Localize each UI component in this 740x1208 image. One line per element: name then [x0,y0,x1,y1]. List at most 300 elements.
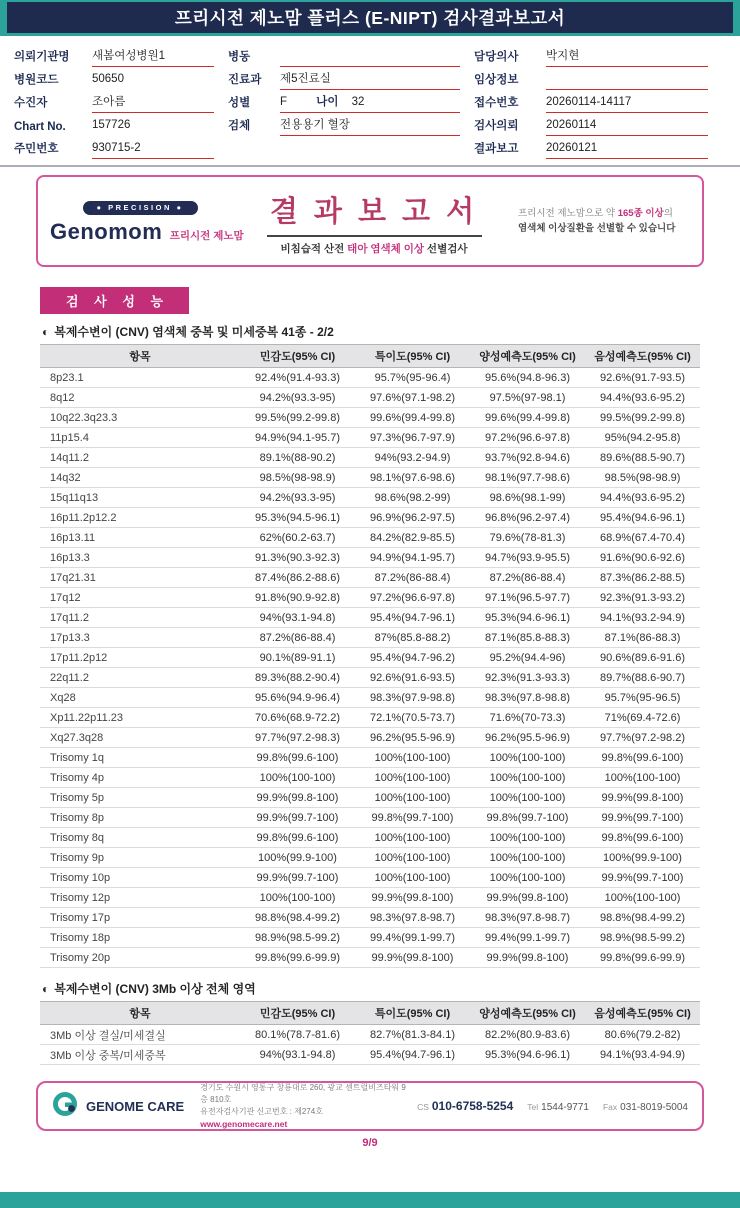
info-label: 검체 [228,120,251,132]
column-header: 항목 [40,1002,240,1025]
cell-npv: 97.7%(97.2-98.2) [585,728,700,748]
cell-ppv: 100%(100-100) [470,868,585,888]
result-report-box [36,175,704,267]
cell-ppv: 100%(100-100) [470,848,585,868]
info-label: 수진자 [14,97,48,109]
cell-sensitivity: 100%(100-100) [240,888,355,908]
cell-specificity: 96.9%(96.2-97.5) [355,508,470,528]
cell-sensitivity: 94.2%(93.3-95) [240,388,355,408]
cell-specificity: 97.3%(96.7-97.9) [355,428,470,448]
cell-specificity: 95.4%(94.7-96.1) [355,608,470,628]
table-row [40,828,700,848]
cell-sensitivity: 89.1%(88-90.2) [240,448,355,468]
cell-region: Trisomy 5p [40,788,240,808]
cell-npv: 99.8%(99.6-100) [585,748,700,768]
info-label: 검사의뢰 [474,120,519,132]
info-value: 제5진료실 [280,70,460,90]
cell-sensitivity: 99.9%(99.7-100) [240,808,355,828]
cell-ppv: 82.2%(80.9-83.6) [470,1025,585,1045]
footer-address-block [200,1082,409,1131]
cell-specificity: 97.2%(96.6-97.8) [355,588,470,608]
patient-info-right-column [474,44,740,159]
column-header: 양성예측도(95% CI) [470,345,585,368]
table-row [40,908,700,928]
cell-npv: 95%(94.2-95.8) [585,428,700,448]
cnv-performance-table [40,344,700,968]
cell-ppv: 98.6%(98.1-99) [470,488,585,508]
column-header: 특이도(95% CI) [355,1002,470,1025]
cell-npv: 99.5%(99.2-99.8) [585,408,700,428]
info-label: 병동 [228,51,251,63]
info-label: 담당의사 [474,51,519,63]
cell-sensitivity: 87.4%(86.2-88.6) [240,568,355,588]
cell-sensitivity: 98.9%(98.5-99.2) [240,928,355,948]
cs-label: CS [417,1102,429,1112]
column-header: 음성예측도(95% CI) [585,345,700,368]
region-table-body [40,1025,700,1065]
table-row [40,548,700,568]
info-row-ward [228,44,474,67]
info-row-specimen [228,113,474,136]
cell-npv: 71%(69.4-72.6) [585,708,700,728]
cell-region: 11p15.4 [40,428,240,448]
info-value [280,93,460,113]
table-row [40,628,700,648]
cell-ppv: 97.2%(96.6-97.8) [470,428,585,448]
cell-region: Xq27.3q28 [40,728,240,748]
brand-row [50,219,244,245]
genomom-wordmark: Genomom [50,219,163,244]
info-row-patient-name [14,90,228,113]
cell-specificity: 95.7%(95-96.4) [355,368,470,388]
cell-sensitivity: 99.5%(99.2-99.8) [240,408,355,428]
cell-region: Trisomy 9p [40,848,240,868]
cell-ppv: 71.6%(70-73.3) [470,708,585,728]
cell-region: 17p13.3 [40,628,240,648]
cell-region: Xp11.22p11.23 [40,708,240,728]
info-value: 20260114 [546,119,708,136]
cell-sensitivity: 99.8%(99.6-100) [240,828,355,848]
tel-label: Tel [527,1102,539,1112]
report-box-tagline [518,206,690,236]
subtitle-post: 선별검사 [424,242,468,255]
cell-ppv: 95.3%(94.6-96.1) [470,608,585,628]
cell-ppv: 99.6%(99.4-99.8) [470,408,585,428]
info-value: 157726 [92,119,131,131]
table-row [40,748,700,768]
cnv-table-subtitle [42,323,740,340]
cell-specificity: 95.4%(94.7-96.2) [355,648,470,668]
cell-ppv: 100%(100-100) [470,768,585,788]
column-header: 항목 [40,345,240,368]
cell-npv: 100%(100-100) [585,768,700,788]
cell-sensitivity: 94%(93.1-94.8) [240,1045,355,1065]
info-value: 새봄여성병원1 [92,47,214,67]
cell-specificity: 87.2%(86-88.4) [355,568,470,588]
tel-contact [527,1097,589,1115]
cell-ppv: 87.2%(86-88.4) [470,568,585,588]
region-table-subtitle [42,980,740,997]
cell-sensitivity: 98.5%(98-98.9) [240,468,355,488]
cell-ppv: 79.6%(78-81.3) [470,528,585,548]
info-row-receipt-no [474,90,722,113]
table-row [40,728,700,748]
cell-specificity: 100%(100-100) [355,868,470,888]
cell-sensitivity: 87.2%(86-88.4) [240,628,355,648]
cell-npv: 68.9%(67.4-70.4) [585,528,700,548]
cell-region: 17q21.31 [40,568,240,588]
cell-ppv: 95.6%(94.8-96.3) [470,368,585,388]
region-table-header-row [40,1002,700,1025]
patient-info-left-column [14,44,228,159]
cell-specificity: 94.9%(94.1-95.7) [355,548,470,568]
cell-sensitivity: 90.1%(89-91.1) [240,648,355,668]
cell-npv: 100%(100-100) [585,888,700,908]
cell-region: Trisomy 8q [40,828,240,848]
cell-ppv: 95.3%(94.6-96.1) [470,1045,585,1065]
cell-sensitivity: 98.8%(98.4-99.2) [240,908,355,928]
report-title-bar [7,2,733,33]
table-row [40,468,700,488]
cell-region: 22q11.2 [40,668,240,688]
info-row-request-date [474,113,722,136]
info-label: 의뢰기관명 [14,51,70,63]
cell-specificity: 82.7%(81.3-84.1) [355,1025,470,1045]
cell-sensitivity: 99.9%(99.8-100) [240,788,355,808]
info-value: 조아름 [92,93,214,113]
genomom-logo-block [50,197,244,245]
cell-npv: 99.9%(99.7-100) [585,808,700,828]
info-row-hospital-name [14,44,228,67]
cell-region: 16p13.3 [40,548,240,568]
cell-specificity: 99.4%(99.1-99.7) [355,928,470,948]
cell-specificity: 98.3%(97.9-98.8) [355,688,470,708]
cell-sensitivity: 91.3%(90.3-92.3) [240,548,355,568]
table-row [40,948,700,968]
cs-number: 010-6758-5254 [431,1099,514,1113]
cell-specificity: 96.2%(95.5-96.9) [355,728,470,748]
info-row-sex-age [228,90,474,113]
cell-specificity: 84.2%(82.9-85.5) [355,528,470,548]
info-label: 접수번호 [474,97,519,109]
table-row [40,388,700,408]
cell-specificity: 92.6%(91.6-93.5) [355,668,470,688]
cnv-table-header-row [40,345,700,368]
cell-sensitivity: 94.9%(94.1-95.7) [240,428,355,448]
region-subtitle-text: 복제수변이 (CNV) 3Mb 이상 전체 영역 [54,982,256,996]
cell-ppv: 98.1%(97.7-98.6) [470,468,585,488]
tagline-pre: 프리시전 제노맘으로 약 [518,207,618,219]
cell-sensitivity: 80.1%(78.7-81.6) [240,1025,355,1045]
tel-number: 1544-9771 [541,1102,589,1113]
sex-value: F [280,96,288,108]
info-value: 전용용기 혈장 [280,116,460,136]
footer-contacts [417,1097,688,1115]
table-row [40,888,700,908]
info-row-hospital-code [14,67,228,90]
cell-region: 10q22.3q23.3 [40,408,240,428]
half-circle-bullet-icon: ◐ [42,982,50,996]
cell-region: Trisomy 17p [40,908,240,928]
cell-specificity: 98.1%(97.6-98.6) [355,468,470,488]
cs-contact [417,1097,513,1115]
cell-sensitivity: 89.3%(88.2-90.4) [240,668,355,688]
cell-ppv: 96.2%(95.5-96.9) [470,728,585,748]
cell-region: Trisomy 12p [40,888,240,908]
table-row [40,708,700,728]
table-row [40,848,700,868]
cell-npv: 94.4%(93.6-95.2) [585,388,700,408]
cell-region: 8p23.1 [40,368,240,388]
cell-region: 17q12 [40,588,240,608]
cell-region: Trisomy 8p [40,808,240,828]
cell-specificity: 87%(85.8-88.2) [355,628,470,648]
info-label: 진료과 [228,74,262,86]
cell-specificity: 98.6%(98.2-99) [355,488,470,508]
cell-specificity: 99.9%(99.8-100) [355,948,470,968]
age-value: 32 [351,96,365,108]
report-title: 프리시전 제노맘 플러스 (E-NIPT) 검사결과보고서 [174,8,566,28]
info-row-resident-no [14,136,228,159]
tagline-post: 의 [663,207,673,219]
table-row [40,868,700,888]
column-header: 양성예측도(95% CI) [470,1002,585,1025]
cell-sensitivity: 97.7%(97.2-98.3) [240,728,355,748]
cell-ppv: 92.3%(91.3-93.3) [470,668,585,688]
cell-npv: 99.9%(99.7-100) [585,868,700,888]
column-header: 민감도(95% CI) [240,345,355,368]
info-value: 20260114-14117 [546,96,708,113]
cell-npv: 95.7%(95-96.5) [585,688,700,708]
cell-ppv: 100%(100-100) [470,828,585,848]
info-value [280,50,460,67]
info-value: 박지현 [546,47,708,67]
cell-region: Xq28 [40,688,240,708]
cell-npv: 94.1%(93.4-94.9) [585,1045,700,1065]
cell-specificity: 97.6%(97.1-98.2) [355,388,470,408]
cell-sensitivity: 91.8%(90.9-92.8) [240,588,355,608]
cell-npv: 92.3%(91.3-93.2) [585,588,700,608]
cell-npv: 99.8%(99.6-99.9) [585,948,700,968]
cell-region: 15q11q13 [40,488,240,508]
table-row [40,528,700,548]
table-row [40,608,700,628]
fax-contact [603,1097,688,1115]
cell-npv: 99.9%(99.8-100) [585,788,700,808]
age-label: 나이 [316,96,339,108]
table-row [40,648,700,668]
cell-region: 14q11.2 [40,448,240,468]
cell-specificity: 100%(100-100) [355,748,470,768]
cell-specificity: 100%(100-100) [355,848,470,868]
cell-ppv: 96.8%(96.2-97.4) [470,508,585,528]
table-row [40,808,700,828]
cell-npv: 94.1%(93.2-94.9) [585,608,700,628]
cell-npv: 100%(99.9-100) [585,848,700,868]
cell-ppv: 97.1%(96.5-97.7) [470,588,585,608]
cell-region: 14q32 [40,468,240,488]
table-row [40,1025,700,1045]
info-label: 병원코드 [14,74,59,86]
info-label: 결과보고 [474,143,519,155]
cell-ppv: 99.8%(99.7-100) [470,808,585,828]
table-row [40,668,700,688]
cell-npv: 99.8%(99.6-100) [585,828,700,848]
cell-region: 17q11.2 [40,608,240,628]
info-row-clinical-info [474,67,722,90]
column-header: 민감도(95% CI) [240,1002,355,1025]
cell-ppv: 97.5%(97-98.1) [470,388,585,408]
bottom-banner [0,1192,740,1208]
cell-npv: 91.6%(90.6-92.6) [585,548,700,568]
half-circle-bullet-icon: ◐ [42,325,50,339]
info-label: 임상정보 [474,74,519,86]
cell-ppv: 94.7%(93.9-95.5) [470,548,585,568]
cell-region: Trisomy 4p [40,768,240,788]
cell-npv: 80.6%(79.2-82) [585,1025,700,1045]
cell-npv: 98.9%(98.5-99.2) [585,928,700,948]
fax-label: Fax [602,1102,618,1112]
genome-care-wordmark: GENOME CARE [86,1098,185,1114]
cell-ppv: 100%(100-100) [470,748,585,768]
info-value: 930715-2 [92,142,214,159]
cell-sensitivity: 94.2%(93.3-95) [240,488,355,508]
tagline-line2: 염색체 이상질환을 선별할 수 있습니다 [518,223,676,234]
cell-specificity: 72.1%(70.5-73.7) [355,708,470,728]
cell-sensitivity: 94%(93.1-94.8) [240,608,355,628]
cell-ppv: 99.9%(99.8-100) [470,888,585,908]
cell-region: 16p11.2p12.2 [40,508,240,528]
cell-region: Trisomy 18p [40,928,240,948]
cell-sensitivity: 99.9%(99.7-100) [240,868,355,888]
info-value: 50650 [92,73,124,85]
cell-ppv: 93.7%(92.8-94.6) [470,448,585,468]
cell-sensitivity: 95.3%(94.5-96.1) [240,508,355,528]
address-line-1: 경기도 수원시 영통구 창룡대로 260, 광교 센트럴비즈타워 9층 810호 [200,1082,406,1104]
cell-npv: 89.7%(88.6-90.7) [585,668,700,688]
cell-region: Trisomy 1q [40,748,240,768]
cell-specificity: 94%(93.2-94.9) [355,448,470,468]
info-value [546,73,708,90]
cell-specificity: 99.6%(99.4-99.8) [355,408,470,428]
cell-npv: 98.5%(98-98.9) [585,468,700,488]
table-row [40,448,700,468]
cell-sensitivity: 95.6%(94.9-96.4) [240,688,355,708]
cell-npv: 87.1%(86-88.3) [585,628,700,648]
tagline-highlight: 165종 이상 [617,207,664,219]
table-row [40,768,700,788]
cell-sensitivity: 92.4%(91.4-93.3) [240,368,355,388]
cell-sensitivity: 70.6%(68.9-72.2) [240,708,355,728]
cell-npv: 87.3%(86.2-88.5) [585,568,700,588]
result-report-title: 결 과 보 고 서 [269,195,479,228]
cell-specificity: 99.8%(99.7-100) [355,808,470,828]
patient-info-middle-column [228,44,474,159]
cell-region: Trisomy 10p [40,868,240,888]
cell-ppv: 99.9%(99.8-100) [470,948,585,968]
page-indicator: 9/9 [362,1137,378,1149]
cell-ppv: 87.1%(85.8-88.3) [470,628,585,648]
cell-ppv: 98.3%(97.8-98.7) [470,908,585,928]
subtitle-highlight: 태아 염색체 이상 [347,242,425,255]
section-header-test-performance: 검 사 성 능 [40,287,189,314]
cell-npv: 89.6%(88.5-90.7) [585,448,700,468]
cell-ppv: 98.3%(97.8-98.8) [470,688,585,708]
subtitle-pre: 비침습적 산전 [280,242,348,255]
region-performance-table [40,1001,700,1065]
genome-care-logo-icon [52,1091,78,1122]
cell-specificity: 99.9%(99.8-100) [355,888,470,908]
column-header: 음성예측도(95% CI) [585,1002,700,1025]
table-row [40,368,700,388]
cell-region: 16p13.11 [40,528,240,548]
footer-box [36,1081,704,1131]
cell-ppv: 95.2%(94.4-96) [470,648,585,668]
table-row [40,428,700,448]
cell-sensitivity: 99.8%(99.6-99.9) [240,948,355,968]
info-label: 주민번호 [14,143,59,155]
cell-npv: 98.8%(98.4-99.2) [585,908,700,928]
table-row [40,928,700,948]
patient-info-section [0,36,740,167]
cell-specificity: 100%(100-100) [355,788,470,808]
table-row [40,688,700,708]
table-row [40,408,700,428]
cell-npv: 92.6%(91.7-93.5) [585,368,700,388]
cell-sensitivity: 100%(100-100) [240,768,355,788]
cnv-table-body [40,368,700,968]
cell-region: 3Mb 이상 중복/미세중복 [40,1045,240,1065]
info-label: Chart No. [14,121,66,133]
report-box-center [230,187,518,256]
cell-npv: 90.6%(89.6-91.6) [585,648,700,668]
precision-badge: ● PRECISION ● [83,201,198,215]
website-link[interactable]: www.genomecare.net [200,1118,288,1129]
info-row-chart-no [14,113,228,136]
cell-specificity: 98.3%(97.8-98.7) [355,908,470,928]
cell-specificity: 100%(100-100) [355,828,470,848]
table-row [40,568,700,588]
info-row-doctor [474,44,722,67]
cell-specificity: 100%(100-100) [355,768,470,788]
cell-npv: 95.4%(94.6-96.1) [585,508,700,528]
table-row [40,1045,700,1065]
cell-region: 8q12 [40,388,240,408]
cell-sensitivity: 99.8%(99.6-100) [240,748,355,768]
info-row-department [228,67,474,90]
info-label: 성별 [228,97,251,109]
column-header: 특이도(95% CI) [355,345,470,368]
table-row [40,788,700,808]
cell-region: 17p11.2p12 [40,648,240,668]
cell-ppv: 100%(100-100) [470,788,585,808]
info-value: 20260121 [546,142,708,159]
table-row [40,488,700,508]
cell-sensitivity: 100%(99.9-100) [240,848,355,868]
cell-ppv: 99.4%(99.1-99.7) [470,928,585,948]
cnv-subtitle-text: 복제수변이 (CNV) 염색체 중복 및 미세중복 41종 - 2/2 [54,325,334,339]
report-box-subtitle [230,241,518,256]
top-banner [0,0,740,36]
genomom-korean-label: 프리시전 제노맘 [169,230,244,242]
address-line-2: 유전자검사기관 신고번호 : 제274호 [200,1106,323,1116]
cell-sensitivity: 62%(60.2-63.7) [240,528,355,548]
cell-specificity: 95.4%(94.7-96.1) [355,1045,470,1065]
title-underline-rule [267,235,482,237]
fax-number: 031-8019-5004 [620,1102,688,1113]
cell-npv: 94.4%(93.6-95.2) [585,488,700,508]
info-row-report-date [474,136,722,159]
